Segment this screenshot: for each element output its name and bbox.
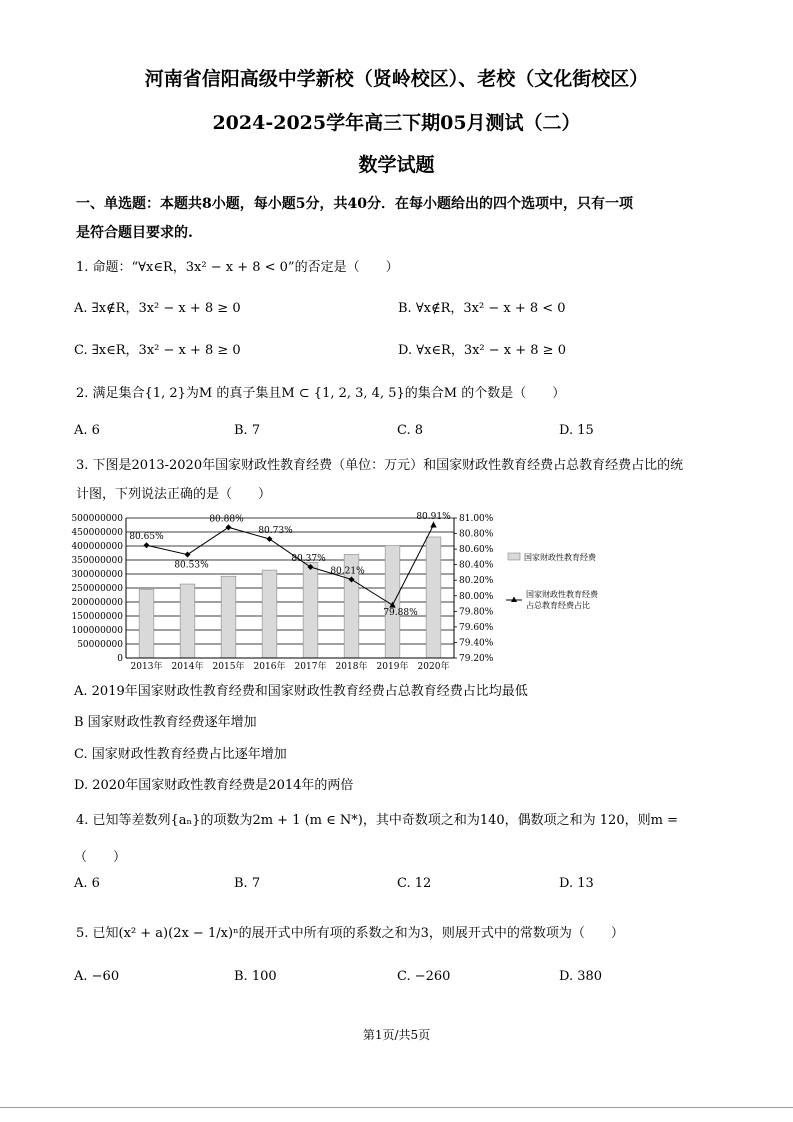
legend-bar-swatch: [508, 553, 520, 560]
bar-2020年: [426, 537, 441, 658]
x-axis-tick-label: 2015年: [212, 662, 245, 672]
question-3-stem: 3. 下图是2013-2020年国家财政性教育经费（单位：万元）和国家财政性教育经费占总教育经费占比的统: [76, 458, 684, 473]
question-4-option-c[interactable]: C. 12: [397, 876, 432, 891]
question-2-option-a[interactable]: A. 6: [74, 423, 100, 438]
legend-bar-label: 国家财政性教育经费: [524, 553, 596, 562]
question-4-option-a[interactable]: A. 6: [74, 876, 100, 891]
right-axis-tick-label: 80.20%: [459, 576, 494, 587]
left-axis-tick-label: 200000000: [71, 598, 123, 608]
left-axis-tick-label: 500000000: [71, 514, 123, 524]
right-axis-tick-label: 79.40%: [459, 638, 494, 649]
ratio-point-label: 80.37%: [291, 554, 326, 564]
question-3-stem-cont: 计图，下列说法正确的是（ ）: [76, 487, 272, 502]
question-1-option-c[interactable]: C. ∃x∈R，3x² − x + 8 ≥ 0: [74, 343, 241, 358]
page-number: 第1页/共5页: [362, 1028, 431, 1042]
right-axis-tick-label: 79.80%: [459, 607, 494, 618]
ratio-point: [267, 536, 273, 542]
left-axis-tick-label: 50000000: [77, 640, 123, 650]
x-axis-tick-label: 2020年: [417, 662, 450, 672]
x-axis-tick-label: 2018年: [335, 662, 368, 672]
question-4-stem-cont: （ ）: [74, 850, 127, 865]
right-axis-tick-label: 79.20%: [459, 654, 494, 664]
exam-term-title: 2024-2025学年高三下期05月测试（二）: [212, 112, 581, 134]
ratio-point-label: 80.73%: [258, 526, 293, 536]
question-1-stem: 1. 命题：“∀x∈R，3x² − x + 8 < 0”的否定是（ ）: [76, 260, 399, 275]
exam-subject-title: 数学试题: [358, 154, 435, 176]
question-3-option-c[interactable]: C. 国家财政性教育经费占比逐年增加: [74, 747, 287, 762]
right-axis-tick-label: 81.00%: [459, 514, 494, 524]
question-5-option-d[interactable]: D. 380: [559, 969, 603, 984]
question-3-option-d[interactable]: D. 2020年国家财政性教育经费是2014年的两倍: [74, 778, 354, 793]
question-5-option-b[interactable]: B. 100: [234, 969, 277, 984]
question-5-option-c[interactable]: C. −260: [397, 969, 451, 984]
section-heading: 一、单选题：本题共8小题，每小题5分，共40分．在每小题给出的四个选项中，只有一项: [76, 196, 633, 212]
chart-gridlines: [126, 518, 454, 658]
question-4-option-d[interactable]: D. 13: [559, 876, 594, 891]
education-funding-chart: [70, 508, 630, 672]
question-2-option-b[interactable]: B. 7: [234, 423, 261, 438]
right-axis-tick-label: 80.80%: [459, 529, 494, 540]
exam-school-title: 河南省信阳高级中学新校（贤岭校区）、老校（文化街校区）: [144, 68, 649, 90]
section-heading-cont: 是符合题目要求的.: [76, 225, 193, 241]
x-axis-tick-label: 2019年: [376, 662, 409, 672]
ratio-point-label: 80.88%: [209, 514, 244, 525]
bar-2016年: [262, 570, 277, 658]
question-2-stem: 2. 满足集合{1, 2}为M 的真子集且M ⊂ {1, 2, 3, 4, 5}的集合M 的个数是（ ）: [76, 386, 566, 401]
right-axis-tick-label: 79.60%: [459, 622, 494, 633]
left-axis-tick-label: 100000000: [71, 626, 123, 636]
question-4-option-b[interactable]: B. 7: [234, 876, 261, 891]
right-axis-tick-label: 80.60%: [459, 545, 494, 556]
ratio-point-label: 80.91%: [416, 512, 451, 522]
left-axis-tick-label: 300000000: [71, 570, 123, 580]
chart-bars: [139, 537, 441, 658]
question-1-option-a[interactable]: A. ∃x∉R，3x² − x + 8 ≥ 0: [74, 301, 241, 316]
left-axis-tick-label: 400000000: [71, 542, 123, 552]
legend-line-label: 国家财政性教育经费: [526, 590, 598, 599]
left-axis-tick-label: 0: [117, 654, 123, 664]
left-axis-tick-label: 450000000: [71, 528, 123, 538]
x-axis-tick-label: 2016年: [253, 662, 286, 672]
left-axis-tick-label: 350000000: [71, 556, 123, 566]
x-axis-tick-label: 2017年: [294, 662, 327, 672]
ratio-point: [185, 552, 191, 558]
legend-line-marker: [511, 597, 517, 603]
ratio-point-label: 79.88%: [383, 608, 418, 619]
bar-2015年: [221, 576, 236, 658]
ratio-point-label: 80.65%: [129, 532, 164, 543]
question-2-option-c[interactable]: C. 8: [397, 423, 424, 438]
ratio-point: [226, 524, 232, 530]
question-5-option-a[interactable]: A. −60: [74, 969, 120, 984]
bar-2013年: [139, 589, 154, 658]
question-4-stem: 4. 已知等差数列{aₙ}的项数为2m + 1 (m ∈ N*)，其中奇数项之和为140，偶数项之和为 120，则m =: [76, 813, 678, 828]
right-axis-tick-label: 80.40%: [459, 560, 494, 571]
page-bottom-rule: [0, 1107, 793, 1108]
ratio-point: [430, 522, 436, 528]
left-axis-tick-label: 250000000: [71, 584, 123, 594]
question-3-option-b[interactable]: B 国家财政性教育经费逐年增加: [74, 715, 257, 730]
question-2-option-d[interactable]: D. 15: [559, 423, 594, 438]
legend-line-label-cont: 占总教育经费占比: [526, 601, 590, 610]
ratio-point: [144, 542, 150, 548]
ratio-point-label: 80.21%: [330, 566, 365, 577]
bar-2014年: [180, 584, 195, 658]
bar-2017年: [303, 562, 318, 658]
x-axis-tick-label: 2014年: [171, 662, 204, 672]
question-5-stem: 5. 已知(x² + a)(2x − 1/x)ⁿ的展开式中所有项的系数之和为3，则展开式中的常数项为（ ）: [76, 926, 624, 941]
question-1-option-d[interactable]: D. ∀x∈R，3x² − x + 8 ≥ 0: [398, 343, 566, 358]
ratio-point-label: 80.53%: [174, 560, 209, 571]
right-axis-tick-label: 80.00%: [459, 591, 494, 602]
left-axis-tick-label: 150000000: [71, 612, 123, 622]
x-axis-tick-label: 2013年: [130, 662, 163, 672]
question-3-option-a[interactable]: A. 2019年国家财政性教育经费和国家财政性教育经费占总教育经费占比均最低: [74, 684, 528, 699]
chart-legend: [506, 552, 599, 610]
question-1-option-b[interactable]: B. ∀x∉R，3x² − x + 8 < 0: [398, 301, 566, 316]
